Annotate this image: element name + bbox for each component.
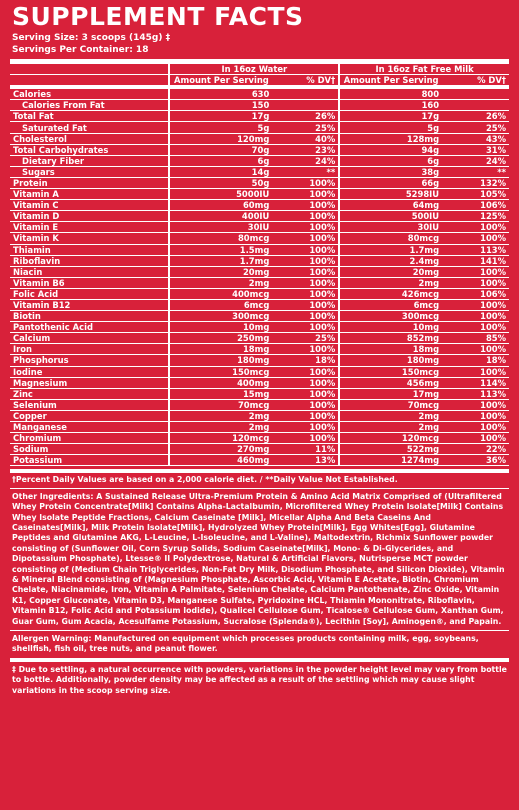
milk-amount: 1.7mg	[339, 244, 442, 255]
water-amount: 1.7mg	[169, 255, 272, 266]
water-dv: 100%	[272, 288, 339, 299]
water-dv: 100%	[272, 255, 339, 266]
water-amount: 60mg	[169, 200, 272, 211]
water-dv: 100%	[272, 322, 339, 333]
water-dv: 24%	[272, 155, 339, 166]
water-dv: 11%	[272, 444, 339, 455]
water-amount: 150	[169, 100, 272, 111]
milk-amount: 2mg	[339, 422, 442, 433]
water-amount: 270mg	[169, 444, 272, 455]
milk-dv: 36%	[442, 455, 509, 466]
nutrient-name: Calories From Fat	[10, 100, 169, 111]
milk-amount: 2mg	[339, 277, 442, 288]
table-row	[10, 344, 509, 355]
water-amount: 17g	[169, 111, 272, 122]
nutrient-name: Vitamin D	[10, 211, 169, 222]
water-amount: 5000IU	[169, 189, 272, 200]
water-amount: 180mg	[169, 355, 272, 366]
milk-dv: 106%	[442, 288, 509, 299]
milk-dv	[442, 100, 509, 111]
water-amount: 630	[169, 87, 272, 100]
water-amount: 50g	[169, 177, 272, 188]
water-dv: 100%	[272, 211, 339, 222]
water-dv: 23%	[272, 144, 339, 155]
milk-dv: 100%	[442, 433, 509, 444]
milk-amount: 38g	[339, 166, 442, 177]
milk-dv: 125%	[442, 211, 509, 222]
water-dv: 25%	[272, 122, 339, 133]
milk-amount: 300mcg	[339, 311, 442, 322]
water-amount: 2mg	[169, 277, 272, 288]
milk-dv: 113%	[442, 388, 509, 399]
milk-column-header: In 16oz Fat Free Milk	[339, 64, 509, 75]
milk-amount: 2mg	[339, 410, 442, 421]
water-amount: 70mcg	[169, 399, 272, 410]
milk-amount-header: Amount Per Serving	[339, 75, 442, 88]
water-dv: 13%	[272, 455, 339, 466]
milk-amount: 70mcg	[339, 399, 442, 410]
milk-dv: 113%	[442, 244, 509, 255]
milk-dv: 24%	[442, 155, 509, 166]
milk-dv	[442, 87, 509, 100]
water-dv	[272, 87, 339, 100]
table-row	[10, 433, 509, 444]
water-amount: 400IU	[169, 211, 272, 222]
table-row	[10, 144, 509, 155]
water-dv: 100%	[272, 244, 339, 255]
water-dv: 100%	[272, 399, 339, 410]
milk-amount: 10mg	[339, 322, 442, 333]
milk-amount: 160	[339, 100, 442, 111]
nutrient-name: Chromium	[10, 433, 169, 444]
table-row	[10, 87, 509, 100]
milk-dv: 106%	[442, 200, 509, 211]
water-amount: 1.5mg	[169, 244, 272, 255]
water-amount: 18mg	[169, 344, 272, 355]
table-row	[10, 133, 509, 144]
water-amount: 400mcg	[169, 288, 272, 299]
nutrient-name: Iodine	[10, 366, 169, 377]
table-row	[10, 388, 509, 399]
milk-amount: 17g	[339, 111, 442, 122]
water-amount: 5g	[169, 122, 272, 133]
water-dv: 100%	[272, 266, 339, 277]
nutrient-name: Copper	[10, 410, 169, 421]
table-row	[10, 410, 509, 421]
milk-dv: 100%	[442, 322, 509, 333]
table-row	[10, 177, 509, 188]
milk-dv: 100%	[442, 311, 509, 322]
nutrient-name: Niacin	[10, 266, 169, 277]
water-amount: 120mg	[169, 133, 272, 144]
nutrient-name: Zinc	[10, 388, 169, 399]
table-row	[10, 333, 509, 344]
table-row	[10, 200, 509, 211]
nutrient-name: Magnesium	[10, 377, 169, 388]
water-amount: 300mcg	[169, 311, 272, 322]
facts-table	[10, 64, 509, 466]
nutrient-name: Sodium	[10, 444, 169, 455]
settling-footnote: ‡ Due to settling, a natural occurrence with powders, variations in the powder height level may vary from bottle to bottle. Additionally, powder density may be affected as a result of the settling which may cause slight variations in the scoop serving size.	[12, 664, 507, 695]
milk-dv: 100%	[442, 222, 509, 233]
milk-amount: 6mcg	[339, 299, 442, 310]
water-amount: 10mg	[169, 322, 272, 333]
water-dv: **	[272, 166, 339, 177]
water-dv: 100%	[272, 377, 339, 388]
nutrient-name: Calcium	[10, 333, 169, 344]
blank-subheader-cell	[10, 75, 169, 88]
water-amount: 2mg	[169, 422, 272, 433]
milk-dv: 43%	[442, 133, 509, 144]
nutrient-name: Vitamin K	[10, 233, 169, 244]
water-dv: 26%	[272, 111, 339, 122]
milk-amount: 1274mg	[339, 455, 442, 466]
milk-amount: 426mcg	[339, 288, 442, 299]
table-row	[10, 189, 509, 200]
water-dv: 100%	[272, 422, 339, 433]
nutrient-name: Phosphorus	[10, 355, 169, 366]
milk-amount: 20mg	[339, 266, 442, 277]
table-subheader	[10, 75, 509, 88]
servings-per-container: Servings Per Container: 18	[12, 45, 149, 55]
milk-dv: 132%	[442, 177, 509, 188]
milk-amount: 18mg	[339, 344, 442, 355]
nutrient-name: Sugars	[10, 166, 169, 177]
milk-amount: 852mg	[339, 333, 442, 344]
nutrient-name: Iron	[10, 344, 169, 355]
water-dv: 100%	[272, 344, 339, 355]
nutrient-name: Dietary Fiber	[10, 155, 169, 166]
table-row	[10, 155, 509, 166]
nutrient-name: Cholesterol	[10, 133, 169, 144]
milk-dv: **	[442, 166, 509, 177]
table-row	[10, 255, 509, 266]
milk-amount: 456mg	[339, 377, 442, 388]
milk-amount: 30IU	[339, 222, 442, 233]
water-dv: 100%	[272, 200, 339, 211]
table-row	[10, 377, 509, 388]
nutrient-name: Total Fat	[10, 111, 169, 122]
water-amount: 250mg	[169, 333, 272, 344]
milk-dv: 141%	[442, 255, 509, 266]
milk-dv: 31%	[442, 144, 509, 155]
water-dv: 100%	[272, 299, 339, 310]
water-amount: 80mcg	[169, 233, 272, 244]
table-row	[10, 166, 509, 177]
milk-amount: 128mg	[339, 133, 442, 144]
table-row	[10, 299, 509, 310]
water-dv: 100%	[272, 366, 339, 377]
milk-dv: 22%	[442, 444, 509, 455]
water-dv: 100%	[272, 410, 339, 421]
milk-dv: 100%	[442, 366, 509, 377]
table-row	[10, 288, 509, 299]
notes-section	[10, 469, 509, 699]
table-row	[10, 211, 509, 222]
nutrient-name: Calories	[10, 87, 169, 100]
table-row	[10, 266, 509, 277]
milk-dv: 114%	[442, 377, 509, 388]
nutrient-name: Riboflavin	[10, 255, 169, 266]
table-row	[10, 100, 509, 111]
milk-dv: 100%	[442, 277, 509, 288]
milk-dv-header: % DV†	[442, 75, 509, 88]
water-amount: 30IU	[169, 222, 272, 233]
table-row	[10, 322, 509, 333]
daily-value-note: †Percent Daily Values are based on a 2,000 calorie diet. / **Daily Value Not Established.	[10, 469, 509, 488]
water-dv: 100%	[272, 233, 339, 244]
nutrient-name: Total Carbohydrates	[10, 144, 169, 155]
water-amount: 15mg	[169, 388, 272, 399]
nutrient-name: Manganese	[10, 422, 169, 433]
water-amount: 460mg	[169, 455, 272, 466]
water-dv: 100%	[272, 277, 339, 288]
nutrient-name: Vitamin B6	[10, 277, 169, 288]
milk-amount: 522mg	[339, 444, 442, 455]
water-dv: 25%	[272, 333, 339, 344]
table-row	[10, 311, 509, 322]
milk-amount: 94g	[339, 144, 442, 155]
table-row	[10, 233, 509, 244]
water-amount: 6g	[169, 155, 272, 166]
table-row	[10, 422, 509, 433]
milk-dv: 100%	[442, 299, 509, 310]
table-row	[10, 244, 509, 255]
allergen-warning: Allergen Warning: Manufactured on equipment which processes products containing milk, egg, soybeans, shellfish, fish oil, tree nuts, and peanut flower.	[10, 631, 509, 662]
milk-amount: 6g	[339, 155, 442, 166]
water-amount: 150mcg	[169, 366, 272, 377]
milk-dv: 100%	[442, 233, 509, 244]
water-dv-header: % DV†	[272, 75, 339, 88]
panel-title: SUPPLEMENT FACTS	[12, 2, 304, 31]
milk-amount: 5g	[339, 122, 442, 133]
table-row	[10, 277, 509, 288]
nutrient-name: Pantothenic Acid	[10, 322, 169, 333]
milk-amount: 17mg	[339, 388, 442, 399]
water-amount: 70g	[169, 144, 272, 155]
milk-dv: 25%	[442, 122, 509, 133]
nutrient-name: Folic Acid	[10, 288, 169, 299]
water-dv: 18%	[272, 355, 339, 366]
water-dv: 100%	[272, 189, 339, 200]
nutrient-name: Selenium	[10, 399, 169, 410]
nutrient-name: Protein	[10, 177, 169, 188]
water-dv: 100%	[272, 433, 339, 444]
water-dv: 100%	[272, 177, 339, 188]
milk-amount: 66g	[339, 177, 442, 188]
milk-amount: 180mg	[339, 355, 442, 366]
milk-dv: 100%	[442, 410, 509, 421]
water-amount: 6mcg	[169, 299, 272, 310]
milk-dv: 100%	[442, 266, 509, 277]
milk-dv: 18%	[442, 355, 509, 366]
milk-amount: 5298IU	[339, 189, 442, 200]
table-row	[10, 366, 509, 377]
water-column-header: In 16oz Water	[169, 64, 339, 75]
table-row	[10, 444, 509, 455]
water-amount: 400mg	[169, 377, 272, 388]
nutrient-name: Potassium	[10, 455, 169, 466]
nutrient-name: Saturated Fat	[10, 122, 169, 133]
water-dv: 40%	[272, 133, 339, 144]
table-group-header	[10, 64, 509, 75]
nutrient-name: Biotin	[10, 311, 169, 322]
milk-dv: 100%	[442, 399, 509, 410]
nutrient-name: Vitamin C	[10, 200, 169, 211]
water-amount: 2mg	[169, 410, 272, 421]
nutrient-name: Vitamin E	[10, 222, 169, 233]
milk-dv: 85%	[442, 333, 509, 344]
milk-dv: 26%	[442, 111, 509, 122]
milk-dv: 100%	[442, 344, 509, 355]
water-dv	[272, 100, 339, 111]
water-amount: 20mg	[169, 266, 272, 277]
milk-amount: 120mcg	[339, 433, 442, 444]
water-dv: 100%	[272, 388, 339, 399]
milk-amount: 80mcg	[339, 233, 442, 244]
blank-header-cell	[10, 64, 169, 75]
nutrient-name: Thiamin	[10, 244, 169, 255]
table-row	[10, 122, 509, 133]
other-ingredients: Other Ingredients: A Sustained Release Ultra-Premium Protein & Amino Acid Matrix Comprised of (Ultrafiltered Whey Protein Concentrate[Milk] Contains Alpha-Lactalbumin, Microfiltered Whey Protein Isolate[Milk] Contains Whey Isolate Peptide Fractions, Calcium Caseinate [Milk], Micellar Alpha And Beta Caseins And Caseinates[Milk], Milk Protein Isolate[Milk], Hydrolyzed Whey Protein[Milk], Egg Whites[Egg], Glutamine Peptides and Glutamine AKG, L-Leucine, L-Isoleucine, and L-Valine), Maltodextrin, Richmix Sunflower powder consisting of (Sunflower Oil, Corn Syrup Solids, Sodium Caseinate[Milk], Mono- & Di-Glycerides, and Dipotassium Phosphate), Ltesse® II Polydextrose, Natural & Artificial Flavors, Nutrisperse MCT powder consisting of (Medium Chain Triglycerides, Non-Fat Dry Milk, Disodium Phosphate, and Silicon Dioxide), Vitamin & Mineral Blend consisting of (Magnesium Phosphate, Ascorbic Acid, Vitamin E Acetate, Biotin, Chromium Chelate, Niacinamide, Iron, Vitamin A Palmitate, Selenium Chelate, Calcium Pantothenate, Zinc Oxide, Vitamin K1, Copper Gluconate, Vitamin D3, Manganese Sulfate, Pyridoxine HCL, Thiamin Mononitrate, Riboflavin, Vitamin B12, Folic Acid and Potassium Iodide), Qualicel Cellulose Gum, Ticalose® Cellulose Gum, Xanthan Gum, Guar Gum, Gum Acacia, Acesulfame Potassium, Sucralose (Splenda®), Lecithin [Soy], Aminogen®, and Papain.	[10, 489, 509, 631]
milk-dv: 105%	[442, 189, 509, 200]
milk-amount: 800	[339, 87, 442, 100]
milk-amount: 500IU	[339, 211, 442, 222]
nutrient-name: Vitamin A	[10, 189, 169, 200]
milk-amount: 150mcg	[339, 366, 442, 377]
water-amount: 14g	[169, 166, 272, 177]
water-amount-header: Amount Per Serving	[169, 75, 272, 88]
water-dv: 100%	[272, 311, 339, 322]
water-dv: 100%	[272, 222, 339, 233]
serving-size: Serving Size: 3 scoops (145g) ‡	[12, 33, 171, 43]
table-row	[10, 355, 509, 366]
milk-dv: 100%	[442, 422, 509, 433]
table-row	[10, 399, 509, 410]
nutrient-name: Vitamin B12	[10, 299, 169, 310]
table-row	[10, 455, 509, 466]
milk-amount: 2.4mg	[339, 255, 442, 266]
table-row	[10, 111, 509, 122]
table-row	[10, 222, 509, 233]
water-amount: 120mcg	[169, 433, 272, 444]
milk-amount: 64mg	[339, 200, 442, 211]
